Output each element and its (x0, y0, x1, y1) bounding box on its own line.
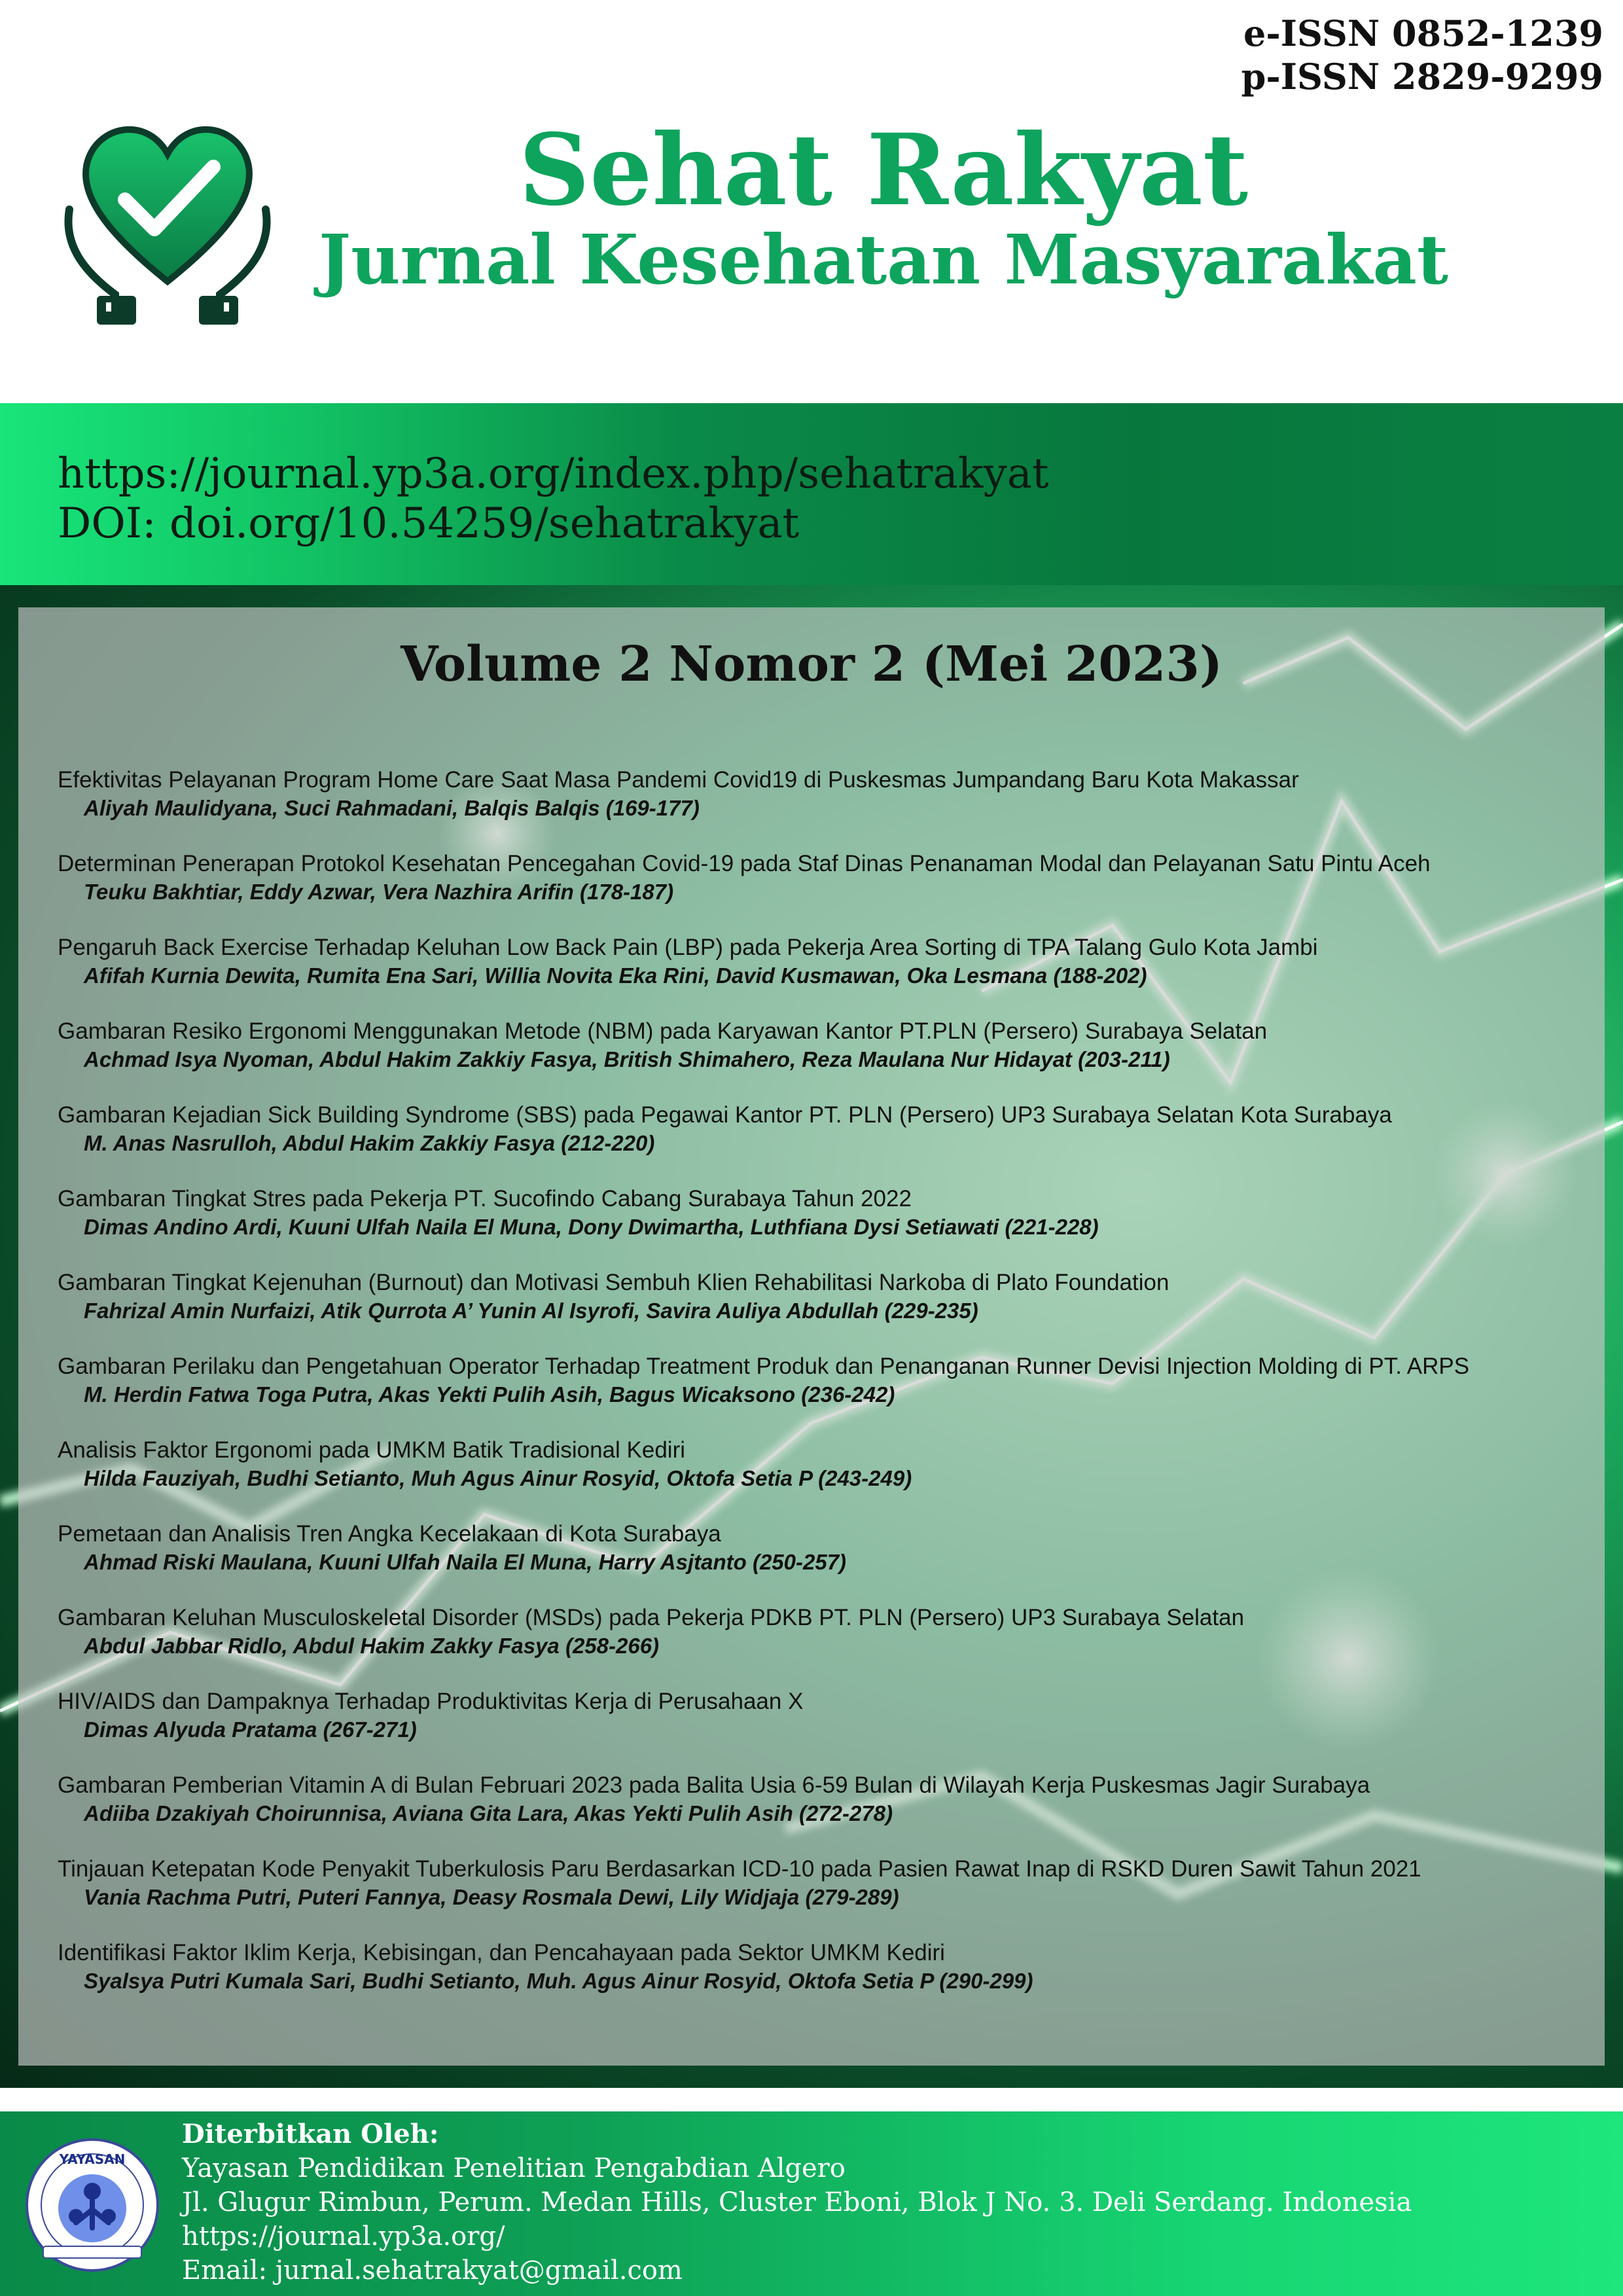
article-authors: Adiiba Dzakiyah Choirunnisa, Aviana Gita Lara, Akas Yekti Pulih Asih (272-278) (84, 1801, 893, 1825)
article-title: Gambaran Resiko Ergonomi Menggunakan Metode (NBM) pada Karyawan Kantor PT.PLN (Persero) Surabaya Selatan (58, 1018, 1268, 1044)
journal-subtitle: Jurnal Kesehatan Masyarakat (318, 219, 1449, 300)
article-title: Gambaran Keluhan Musculoskeletal Disorder (MSDs) pada Pekerja PDKB PT. PLN (Persero) UP3 Surabaya Selatan (58, 1605, 1245, 1630)
article-title: Efektivitas Pelayanan Program Home Care Saat Masa Pandemi Covid19 di Puskesmas Jumpandang Baru Kota Makassar (58, 767, 1299, 793)
article-authors: Ahmad Riski Maulana, Kuuni Ulfah Naila El Muna, Harry Asjtanto (250-257) (84, 1550, 847, 1574)
article-authors: Aliyah Maulidyana, Suci Rahmadani, Balqis Balqis (169-177) (84, 796, 700, 820)
article-entry[interactable] (58, 1939, 1602, 2022)
article-entry[interactable] (58, 1101, 1602, 1185)
article-authors: Vania Rachma Putri, Puteri Fannya, Deasy Rosmala Dewi, Lily Widjaja (279-289) (84, 1885, 899, 1909)
publisher-address: Jl. Glugur Rimbun, Perum. Medan Hills, Cluster Eboni, Blok J No. 3. Deli Serdang. Indonesia (182, 2187, 1412, 2217)
article-title: Tinjauan Ketepatan Kode Penyakit Tuberkulosis Paru Berdasarkan ICD-10 pada Pasien Rawat Inap di RSKD Duren Sawit Tahun 2021 (58, 1856, 1421, 1882)
eissn: e-ISSN 0852-1239 (1243, 12, 1603, 54)
article-title: Gambaran Pemberian Vitamin A di Bulan Februari 2023 pada Balita Usia 6-59 Bulan di Wilayah Kerja Puskesmas Jagir Surabaya (58, 1772, 1370, 1798)
article-authors: Abdul Jabbar Ridlo, Abdul Hakim Zakky Fasya (258-266) (84, 1634, 660, 1658)
article-title: Pemetaan dan Analisis Tren Angka Kecelakaan di Kota Surabaya (58, 1521, 721, 1547)
article-entry[interactable] (58, 850, 1602, 933)
article-entry[interactable] (58, 1687, 1602, 1771)
article-title: Identifikasi Faktor Iklim Kerja, Kebisingan, dan Pencahayaan pada Sektor UMKM Kediri (58, 1940, 945, 1965)
journal-url-link[interactable]: https://journal.yp3a.org/index.php/sehatrakyat (58, 450, 1049, 498)
article-entry[interactable] (58, 766, 1602, 850)
article-title: Pengaruh Back Exercise Terhadap Keluhan Low Back Pain (LBP) pada Pekerja Area Sorting di TPA Talang Gulo Kota Jambi (58, 935, 1318, 960)
issue-title: Volume 2 Nomor 2 (Mei 2023) (401, 636, 1222, 692)
article-authors: Dimas Andino Ardi, Kuuni Ulfah Naila El Muna, Dony Dwimartha, Luthfiana Dysi Setiawati (221-228) (84, 1215, 1099, 1239)
article-entry[interactable] (58, 1185, 1602, 1268)
article-entry[interactable] (58, 1268, 1602, 1352)
foundation-seal-icon (24, 2136, 161, 2274)
article-title: Gambaran Perilaku dan Pengetahuan Operator Terhadap Treatment Produk dan Penanganan Runner Devisi Injection Molding di PT. ARPS (58, 1354, 1470, 1379)
article-title: Gambaran Tingkat Stres pada Pekerja PT. Sucofindo Cabang Surabaya Tahun 2022 (58, 1186, 912, 1211)
article-authors: Achmad Isya Nyoman, Abdul Hakim Zakkiy Fasya, British Shimahero, Reza Maulana Nur Hidayat (203-211) (84, 1047, 1170, 1071)
article-entry[interactable] (58, 1855, 1602, 1939)
seal-label: YAYASAN (59, 2151, 126, 2167)
article-entry[interactable] (58, 1520, 1602, 1604)
article-title: Analisis Faktor Ergonomi pada UMKM Batik Tradisional Kediri (58, 1437, 685, 1463)
article-title: Determinan Penerapan Protokol Kesehatan Pencegahan Covid-19 pada Staf Dinas Penanaman Modal dan Pelayanan Satu Pintu Aceh (58, 851, 1431, 876)
journal-title: Sehat Rakyat (518, 113, 1249, 228)
article-entry[interactable] (58, 1017, 1602, 1101)
article-entry[interactable] (58, 933, 1602, 1017)
article-authors: Syalsya Putri Kumala Sari, Budhi Setianto, Muh. Agus Ainur Rosyid, Oktofa Setia P (290-299) (84, 1969, 1033, 1993)
article-title: HIV/AIDS dan Dampaknya Terhadap Produktivitas Kerja di Perusahaan X (58, 1689, 804, 1714)
doi-link[interactable]: DOI: doi.org/10.54259/sehatrakyat (58, 499, 800, 548)
article-authors: Fahrizal Amin Nurfaizi, Atik Qurrota A’ Yunin Al Isyrofi, Savira Auliya Abdullah (229-235) (84, 1299, 978, 1323)
article-authors: M. Herdin Fatwa Toga Putra, Akas Yekti Pulih Asih, Bagus Wicaksono (236-242) (84, 1382, 895, 1407)
publisher-heading: Diterbitkan Oleh: (182, 2119, 439, 2149)
article-entry[interactable] (58, 1604, 1602, 1687)
article-list (58, 766, 1602, 2022)
article-authors: Teuku Bakhtiar, Eddy Azwar, Vera Nazhira Arifin (178-187) (84, 880, 674, 904)
article-title: Gambaran Tingkat Kejenuhan (Burnout) dan Motivasi Sembuh Klien Rehabilitasi Narkoba di Plato Foundation (58, 1270, 1169, 1295)
issn-block (1145, 12, 1603, 98)
publisher-name: Yayasan Pendidikan Penelitian Pengabdian Algero (182, 2153, 846, 2183)
pissn: p-ISSN 2829-9299 (1241, 56, 1603, 98)
article-authors: Hilda Fauziyah, Budhi Setianto, Muh Agus Ainur Rosyid, Oktofa Setia P (243-249) (84, 1466, 912, 1490)
article-entry[interactable] (58, 1771, 1602, 1855)
article-authors: M. Anas Nasrulloh, Abdul Hakim Zakkiy Fasya (212-220) (84, 1131, 655, 1155)
article-entry[interactable] (58, 1436, 1602, 1520)
article-title: Gambaran Kejadian Sick Building Syndrome (SBS) pada Pegawai Kantor PT. PLN (Persero) UP3 Surabaya Selatan Kota Surabaya (58, 1102, 1392, 1128)
article-authors: Dimas Alyuda Pratama (267-271) (84, 1717, 417, 1742)
article-authors: Afifah Kurnia Dewita, Rumita Ena Sari, Willia Novita Eka Rini, David Kusmawan, Oka Lesmana (188-202) (84, 963, 1147, 988)
publisher-website-link[interactable]: https://journal.yp3a.org/ (182, 2221, 505, 2251)
publisher-email-link[interactable]: Email: jurnal.sehatrakyat@gmail.com (182, 2255, 683, 2286)
article-entry[interactable] (58, 1352, 1602, 1436)
